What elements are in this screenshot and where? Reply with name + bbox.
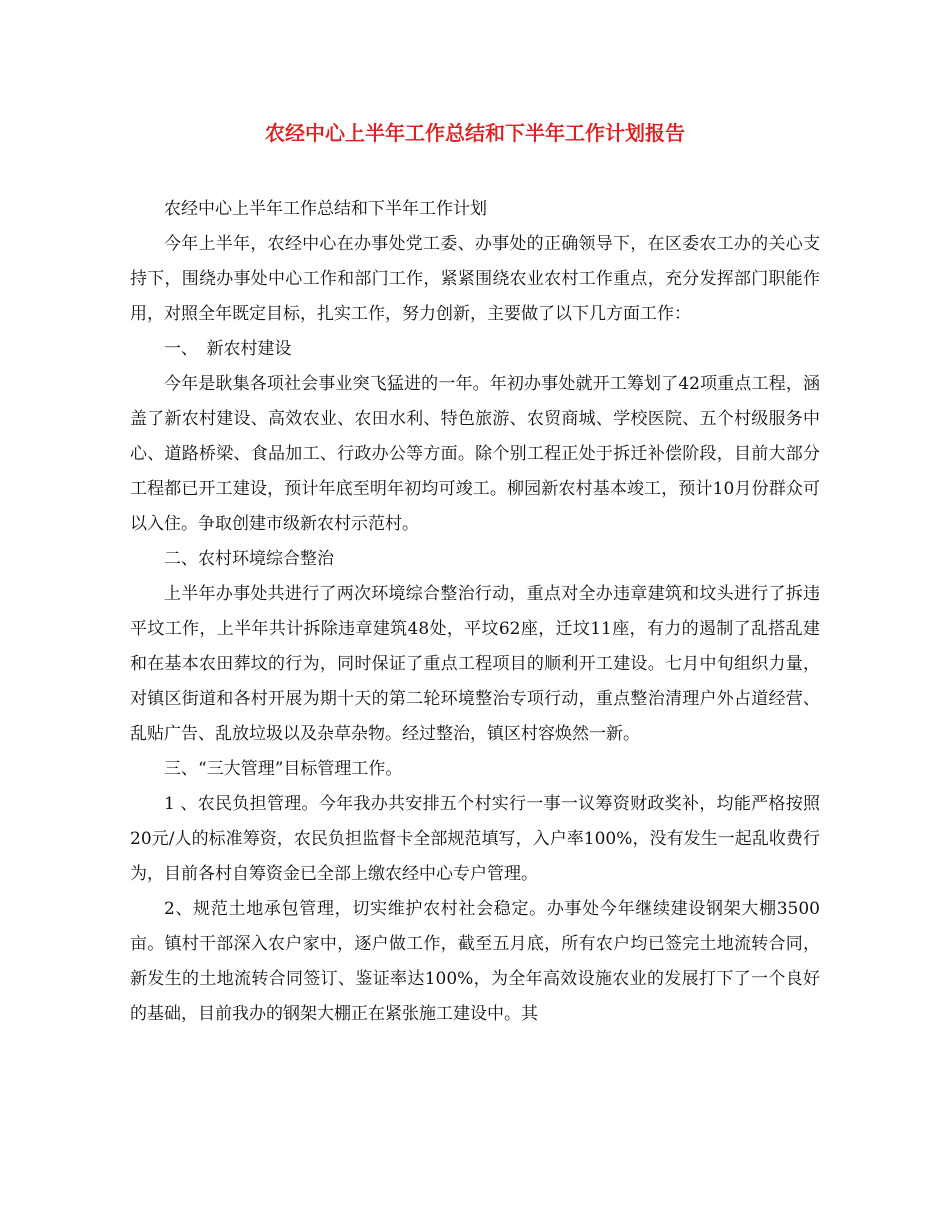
paragraph-subtitle: 农经中心上半年工作总结和下半年工作计划 [164, 199, 487, 219]
paragraph-section-2: 上半年办事处共进行了两次环境综合整治行动，重点对全办违章建筑和坟头进行了拆违平坟工作，上半年共计拆除违章建筑48处，平坟62座，迁坟11座，有力的遏制了乱搭乱建和在基本农田葬坟的行为，同时保证了重点工程项目的顺利开工建设。七月中旬组织力量，对镇区街道和各村开展为期十天的第二轮环境整治专项行动，重点整治清理户外占道经营、乱贴广告、乱放垃圾以及杂草杂物。经过整治，镇区村容焕然一新。 [130, 584, 820, 744]
section-heading-3: 三、“三大管理”目标管理工作。 [164, 759, 403, 779]
section-heading-1: 一、 新农村建设 [164, 339, 292, 359]
paragraph-section-1: 今年是耿集各项社会事业突飞猛进的一年。年初办事处就开工筹划了42项重点工程，涵盖了新农村建设、高效农业、农田水利、特色旅游、农贸商城、学校医院、五个村级服务中心、道路桥梁、食品加工、行政办公等方面。除个别工程正处于拆迁补偿阶段，目前大部分工程都已开工建设，预计年底至明年初均可竣工。柳园新农村基本竣工，预计10月份群众可以入住。争取创建市级新农村示范村。 [130, 374, 820, 534]
document-body [130, 192, 820, 1032]
paragraph-item-2: 2、规范土地承包管理，切实维护农村社会稳定。办事处今年继续建设钢架大棚3500亩。镇村干部深入农户家中，逐户做工作，截至五月底，所有农户均已签完土地流转合同，新发生的土地流转合同签订、鉴证率达100%，为全年高效设施农业的发展打下了一个良好的基础，目前我办的钢架大棚正在紧张施工建设中。其 [130, 899, 820, 1024]
document-title: 农经中心上半年工作总结和下半年工作计划报告 [265, 121, 685, 145]
paragraph-item-1: 1 、农民负担管理。今年我办共安排五个村实行一事一议筹资财政奖补，均能严格按照20元/人的标准筹资，农民负担监督卡全部规范填写，入户率100%，没有发生一起乱收费行为，目前各村自筹资金已全部上缴农经中心专户管理。 [130, 794, 820, 884]
section-heading-2: 二、农村环境综合整治 [164, 549, 334, 569]
paragraph-intro: 今年上半年，农经中心在办事处党工委、办事处的正确领导下，在区委农工办的关心支持下，围绕办事处中心工作和部门工作，紧紧围绕农业农村工作重点，充分发挥部门职能作用，对照全年既定目标，扎实工作，努力创新，主要做了以下几方面工作： [130, 234, 820, 324]
